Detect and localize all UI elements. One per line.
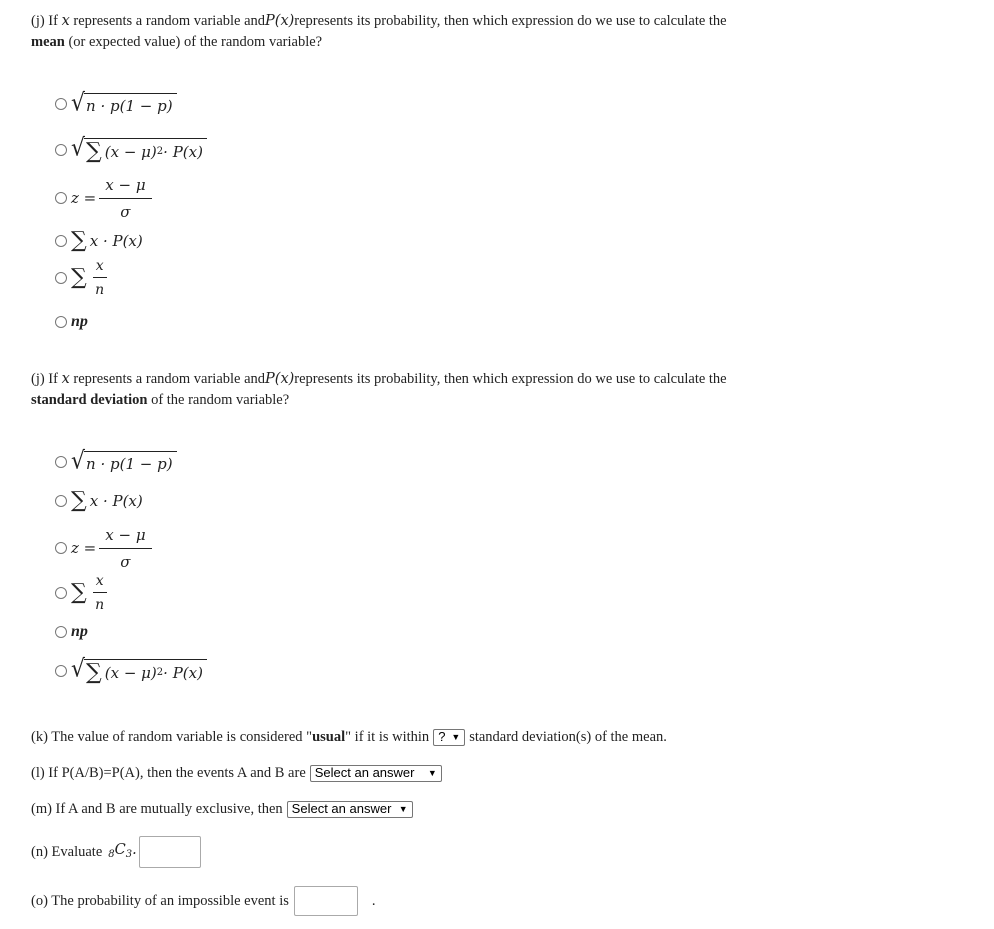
option-sqrt-sum[interactable]	[55, 133, 207, 167]
independent-events-select[interactable]	[310, 765, 442, 782]
sqrt-symbol: √	[71, 447, 86, 476]
question-bold: mean	[31, 34, 65, 50]
question-l	[31, 763, 446, 783]
select-value: Select an answer	[291, 801, 392, 816]
select-value: ?	[438, 729, 446, 744]
chevron-down-icon: ▼	[451, 732, 461, 742]
math-expression	[71, 573, 110, 613]
impossible-event-answer-input[interactable]	[294, 886, 358, 916]
math-text: np	[71, 313, 88, 330]
option-z-score[interactable]	[55, 176, 155, 220]
question-text: standard deviation(s) of the mean.	[469, 729, 667, 745]
math-expression	[71, 655, 207, 685]
option-sum-xpx[interactable]	[55, 484, 143, 518]
option-sqrt-sum[interactable]	[55, 654, 207, 688]
question-j-mean	[31, 11, 751, 53]
sum-symbol: ∑	[71, 580, 87, 605]
chevron-down-icon: ▼	[427, 768, 437, 778]
math-text: x · P(x)	[89, 492, 143, 510]
question-text: " if it is within	[345, 729, 430, 745]
question-m	[31, 799, 417, 819]
math-text: z =	[71, 539, 97, 557]
question-bold: standard deviation	[31, 392, 148, 408]
radio-button[interactable]	[55, 235, 67, 247]
question-j-stdev	[31, 369, 751, 411]
option-sqrt-np[interactable]	[55, 445, 177, 479]
frac-numerator: x	[93, 258, 107, 278]
math-expression	[71, 89, 177, 118]
combination-answer-input[interactable]	[139, 836, 201, 868]
frac-numerator: x	[93, 573, 107, 593]
math-expression	[71, 490, 143, 512]
option-sum-x-over-n[interactable]	[55, 256, 110, 300]
superscript: 2	[156, 667, 164, 678]
frac-denominator: n	[95, 597, 105, 613]
subscript: 3	[125, 848, 133, 860]
question-text: represents a random variable and	[69, 371, 266, 387]
math-expression	[71, 526, 155, 571]
math-expression	[71, 258, 110, 298]
sum-symbol: ∑	[71, 488, 87, 513]
math-text: (x − μ)	[104, 142, 157, 161]
radio-button[interactable]	[55, 665, 67, 677]
option-z-score[interactable]	[55, 526, 155, 570]
question-text: (m) If A and B are mutually exclusive, then	[31, 801, 283, 817]
question-k	[31, 727, 667, 747]
question-text: (l) If P(A/B)=P(A), then the events A and B are	[31, 765, 306, 781]
sum-symbol: ∑	[86, 659, 102, 685]
option-np[interactable]	[55, 305, 88, 339]
question-bold: usual	[312, 729, 346, 745]
radio-button[interactable]	[55, 626, 67, 638]
sqrt-symbol: √	[71, 655, 86, 683]
math-text: n · p(1 − p)	[86, 454, 173, 473]
question-text: represents its probability, then which expression do we use to calculate the	[294, 371, 727, 387]
math-text: z =	[71, 189, 97, 207]
radio-button[interactable]	[55, 192, 67, 204]
question-text: (o) The probability of an impossible event is	[31, 893, 289, 909]
math-text: · P(x)	[163, 663, 203, 682]
radio-button[interactable]	[55, 272, 67, 284]
radio-button[interactable]	[55, 98, 67, 110]
math-expression	[71, 176, 155, 221]
question-text: (n) Evaluate	[31, 844, 103, 860]
question-text: (j) If	[31, 13, 62, 29]
radio-button[interactable]	[55, 456, 67, 468]
math-var: P(x)	[265, 13, 295, 29]
frac-numerator: x − μ	[99, 176, 151, 199]
math-expression	[71, 230, 143, 252]
superscript: 2	[156, 146, 164, 157]
math-expression	[71, 134, 207, 164]
question-text: (j) If	[31, 371, 62, 387]
math-expression	[71, 447, 177, 476]
sum-symbol: ∑	[71, 228, 87, 253]
math-text: x · P(x)	[89, 232, 143, 250]
frac-denominator: σ	[120, 552, 131, 571]
math-text: C	[114, 841, 126, 858]
sqrt-symbol: √	[71, 134, 86, 162]
math-text: n · p(1 − p)	[86, 96, 173, 115]
radio-button[interactable]	[55, 495, 67, 507]
option-sum-xpx[interactable]	[55, 224, 143, 258]
question-text: (k) The value of random variable is considered "	[31, 729, 313, 745]
radio-button[interactable]	[55, 316, 67, 328]
usual-stdev-select[interactable]	[433, 729, 465, 746]
frac-denominator: σ	[120, 202, 131, 221]
math-text: (x − μ)	[104, 663, 157, 682]
question-text: of the random variable?	[147, 392, 290, 408]
option-sqrt-np[interactable]	[55, 87, 177, 121]
subscript: 8	[108, 848, 115, 860]
radio-button[interactable]	[55, 144, 67, 156]
sqrt-symbol: √	[71, 89, 86, 118]
chevron-down-icon: ▼	[398, 804, 408, 814]
question-text: (or expected value) of the random variable?	[64, 34, 323, 50]
sum-symbol: ∑	[71, 265, 87, 290]
math-var: P(x)	[265, 371, 295, 387]
question-o	[31, 885, 376, 917]
math-text: .	[132, 841, 137, 858]
mutually-exclusive-select[interactable]	[287, 801, 413, 818]
question-text: represents a random variable and	[69, 13, 266, 29]
math-var: x	[61, 13, 70, 29]
math-var: x	[61, 371, 70, 387]
option-sum-x-over-n[interactable]	[55, 571, 110, 615]
combination-expression	[108, 840, 136, 865]
radio-button[interactable]	[55, 542, 67, 554]
question-text: represents its probability, then which expression do we use to calculate the	[294, 13, 727, 29]
trailing-period: .	[371, 893, 376, 909]
frac-denominator: n	[95, 282, 105, 298]
math-text: np	[71, 623, 88, 640]
sum-symbol: ∑	[86, 138, 102, 164]
option-np[interactable]	[55, 615, 88, 649]
radio-button[interactable]	[55, 587, 67, 599]
frac-numerator: x − μ	[99, 526, 151, 549]
math-text: · P(x)	[163, 142, 203, 161]
question-n	[31, 835, 201, 869]
select-value: Select an answer	[314, 765, 415, 780]
